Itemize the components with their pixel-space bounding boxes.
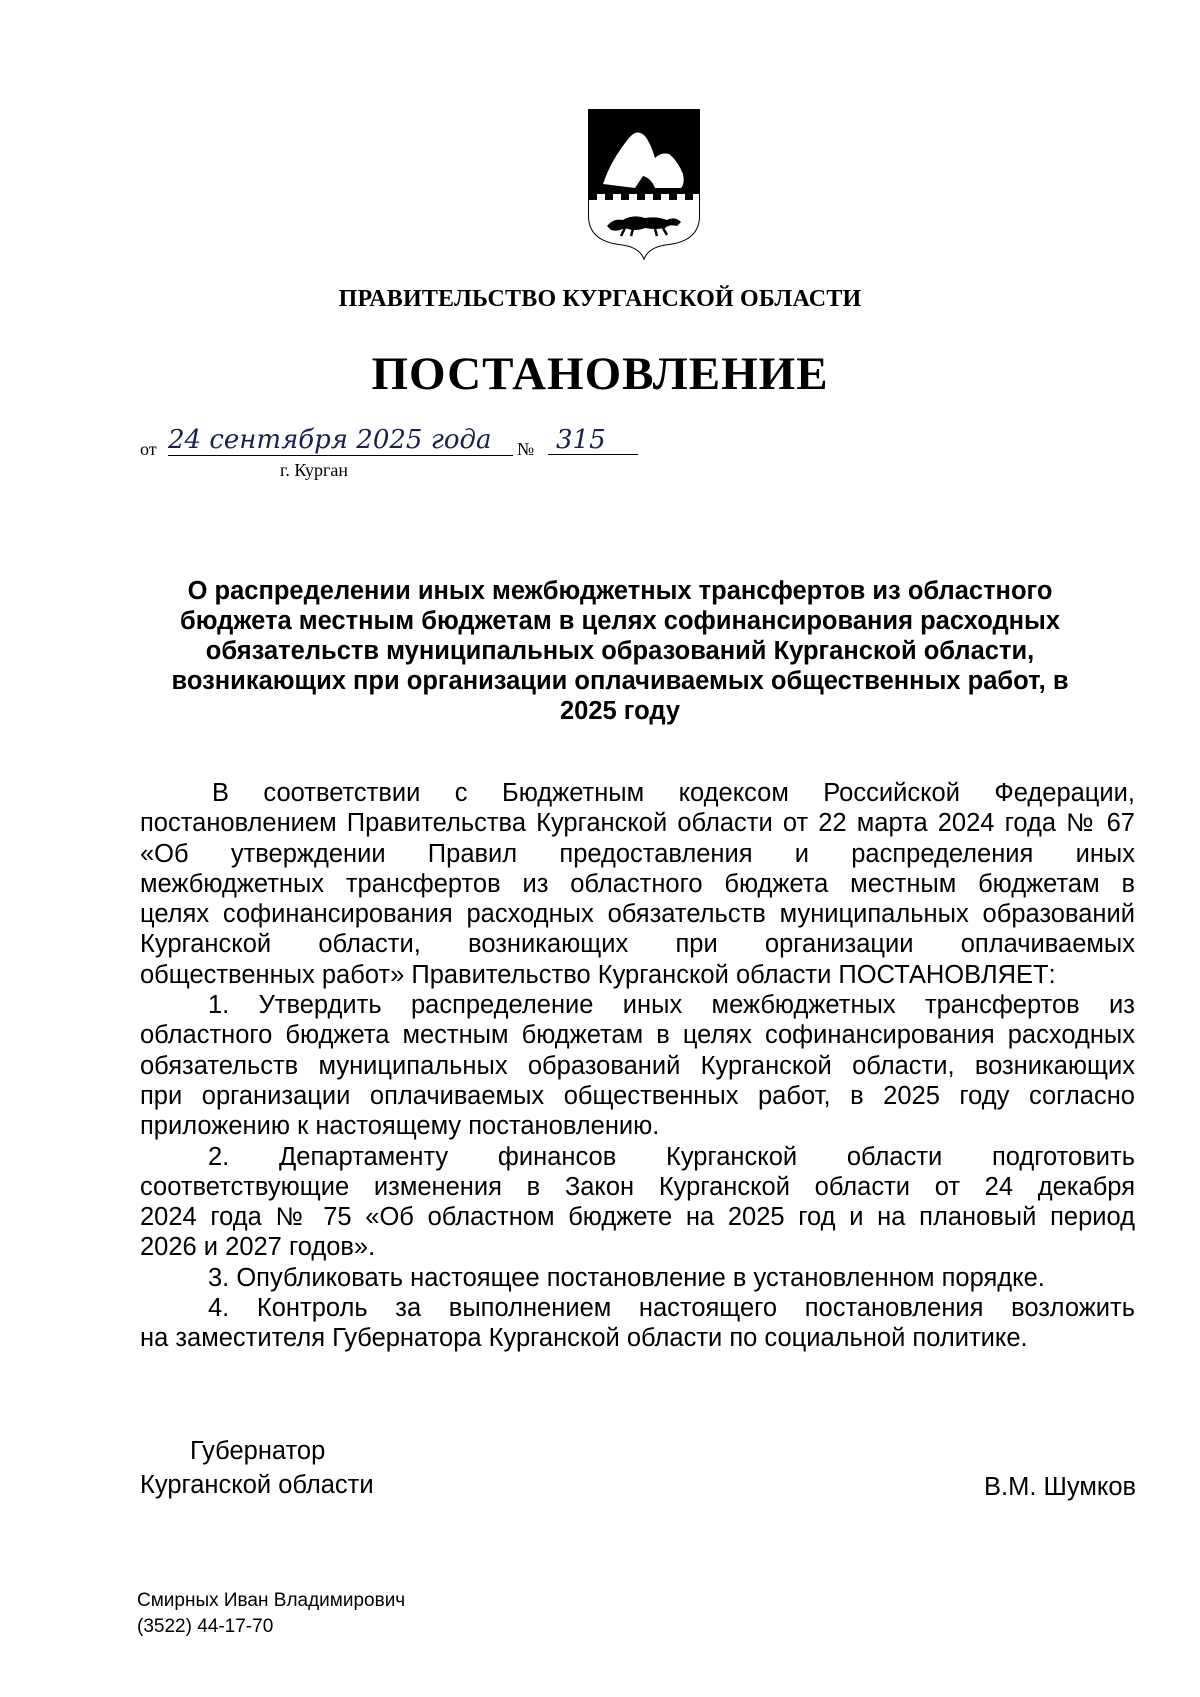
- preamble-line: постановлением Правительства Курганской области от 22 марта 2024 года № 67: [140, 809, 1135, 838]
- signer-title: Губернатор: [190, 1437, 326, 1465]
- item-2-line: 2024 года № 75 «Об областном бюджете на 2025 год и на плановый период: [140, 1203, 1135, 1232]
- item-1-line: приложению к настоящему постановлению.: [140, 1112, 660, 1141]
- date-prefix: от: [140, 439, 157, 459]
- item-3-paragraph: [140, 1263, 1135, 1293]
- preamble-line: межбюджетных трансфертов из областного бюджета местным бюджетам в: [140, 869, 1135, 898]
- item-4-paragraph: [140, 1293, 1135, 1354]
- document-type-title: ПОСТАНОВЛЕНИЕ: [371, 348, 829, 400]
- item-4-line: 4. Контроль за выполнением настоящего постановления возложить: [208, 1294, 1135, 1323]
- signer-name: В.М. Шумков: [984, 1473, 1137, 1501]
- item-2-paragraph: [140, 1142, 1135, 1263]
- item-1-line: обязательств муниципальных образований Курганской области, возникающих: [140, 1051, 1135, 1080]
- item-2-line: 2026 и 2027 годов».: [140, 1233, 376, 1262]
- preamble-paragraph: [140, 778, 1135, 990]
- signer-region: Курганской области: [140, 1471, 374, 1499]
- document-number-handwritten: 315: [548, 425, 638, 455]
- item-4-line: на заместителя Губернатора Курганской области по социальной политике.: [140, 1324, 1028, 1353]
- executor-name: Смирных Иван Владимирович: [137, 1590, 406, 1611]
- item-2-line: 2. Департаменту финансов Курганской области подготовить: [208, 1142, 1135, 1171]
- preamble-line: Курганской области, возникающих при организации оплачиваемых: [140, 930, 1135, 959]
- document-subject: О распределении иных межбюджетных трансфертов из областного бюджета местным бюджетам в целях софинансирования расходных обязательств муниципальных образований Курганской области, возникающих при организации оплачиваемых общественных работ, в 2025 году: [171, 577, 1069, 725]
- item-1-paragraph: [140, 990, 1135, 1141]
- kurgan-coat-of-arms-icon: [585, 108, 703, 260]
- executor-phone: (3522) 44-17-70: [137, 1616, 274, 1637]
- document-city: г. Курган: [280, 460, 349, 480]
- item-1-line: 1. Утвердить распределение иных межбюджетных трансфертов из: [208, 991, 1135, 1020]
- item-1-line: областного бюджета местным бюджетам в целях софинансирования расходных: [140, 1021, 1135, 1050]
- preamble-line: целях софинансирования расходных обязательств муниципальных образований: [140, 900, 1135, 929]
- document-date-handwritten: 24 сентября 2025 года: [168, 425, 513, 456]
- document-body: [140, 778, 1135, 1354]
- item-2-line: соответствующие изменения в Закон Курганской области от 24 декабря: [140, 1172, 1135, 1201]
- preamble-line: «Об утверждении Правил предоставления и распределения иных: [140, 839, 1135, 868]
- preamble-line: В соответствии с Бюджетным кодексом Российской Федерации,: [212, 779, 1135, 807]
- number-prefix: №: [517, 439, 535, 459]
- item-1-line: при организации оплачиваемых общественных работ, в 2025 году согласно: [140, 1081, 1135, 1110]
- item-3-line: 3. Опубликовать настоящее постановление в установленном порядке.: [208, 1263, 1045, 1292]
- preamble-line: общественных работ» Правительство Курганской области ПОСТАНОВЛЯЕТ:: [140, 960, 1056, 989]
- government-title: ПРАВИТЕЛЬСТВО КУРГАНСКОЙ ОБЛАСТИ: [338, 286, 862, 312]
